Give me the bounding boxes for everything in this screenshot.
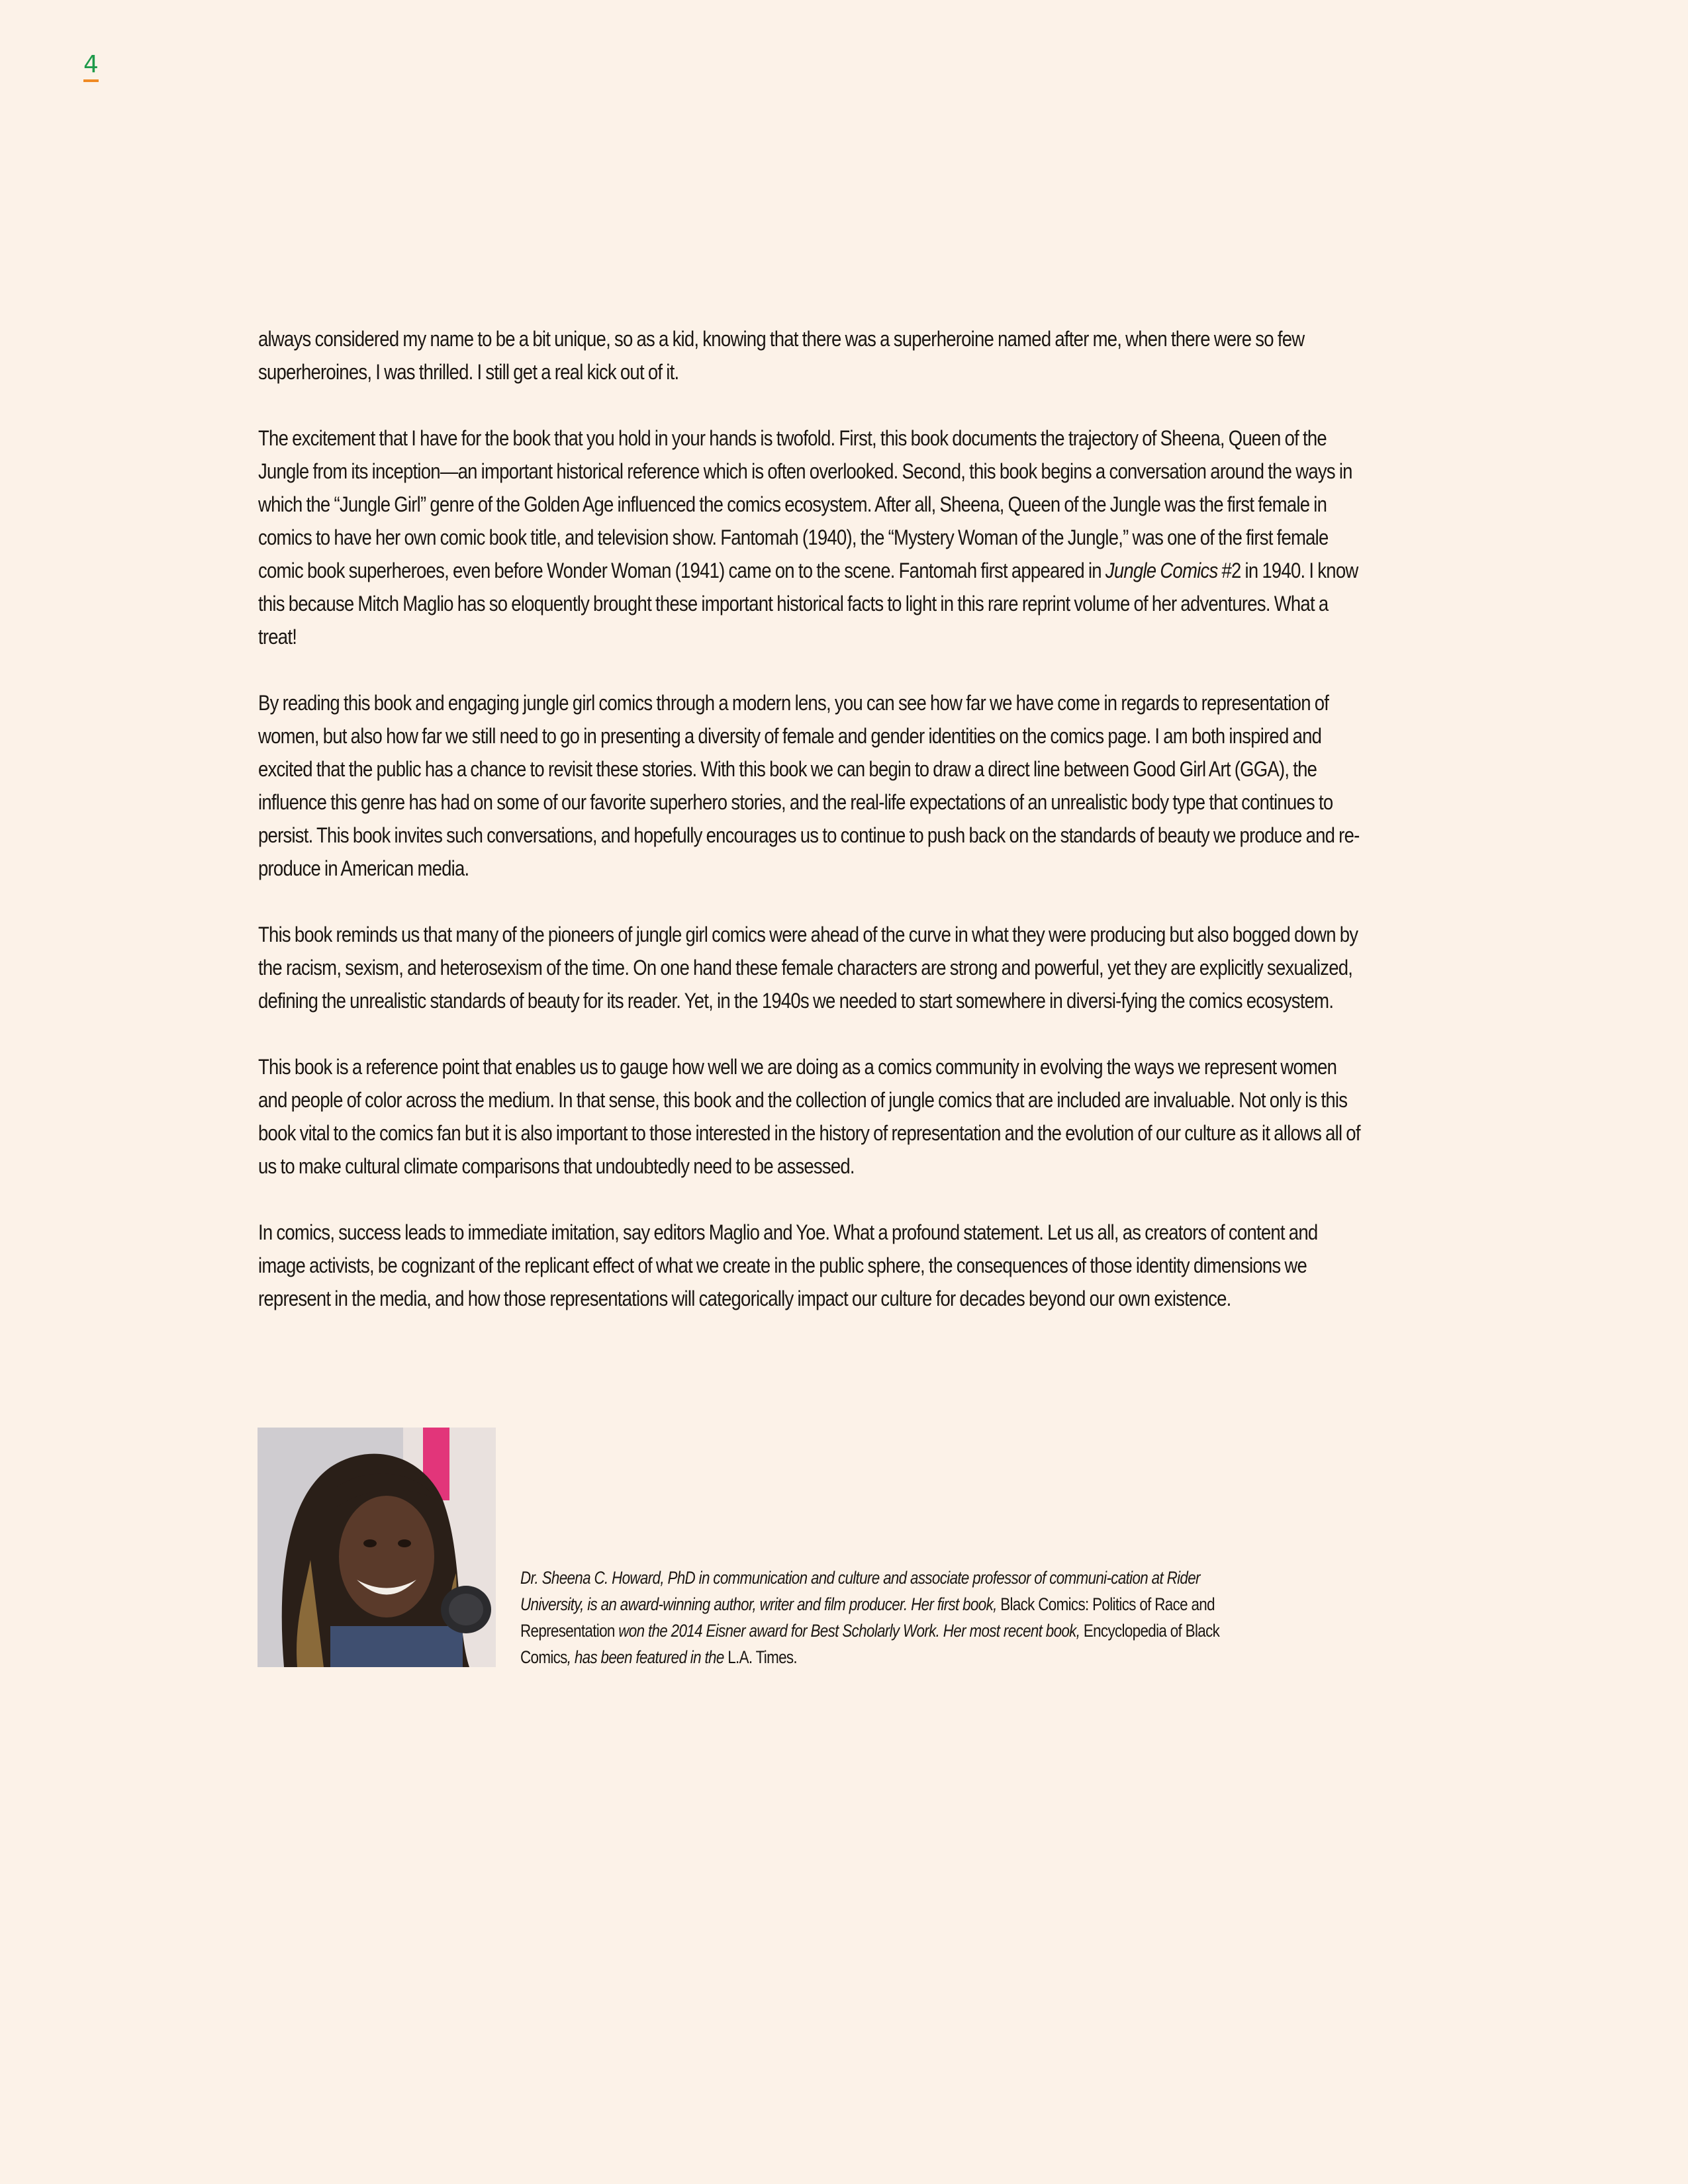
paragraph-1: always considered my name to be a bit unique, so as a kid, knowing that there was a superheroine named after me, when there were so few superheroines, I was thrilled. I still get a real kick out of it. — [258, 327, 1305, 384]
author-bio — [520, 1565, 1220, 1670]
paragraph-6: In comics, success leads to immediate imitation, say editors Maglio and Yoe. What a profound statement. Let us all, as creators of content and image activists, be cognizant of the replicant effect of what we create in the public sphere, the consequences of those identity dimensions we represent in the media, and how those representations will categorically impact our culture for decades beyond our own existence. — [258, 1220, 1318, 1310]
bio-book-title-1: Black Comics: Politics of Race and Representation — [520, 1594, 1215, 1641]
jungle-comics-title: Jungle Comics — [1105, 559, 1218, 582]
bio-newspaper-name: L.A. Times — [727, 1647, 794, 1667]
author-photo — [258, 1428, 496, 1667]
bio-text-3: , has been featured in the — [567, 1647, 728, 1667]
paragraph-5: This book is a reference point that enables us to gauge how well we are doing as a comics community in evolving the ways we represent women and people of color across the medium. In that sense, this book and the collection of jungle comics that are included are invaluable. Not only is this book vital to the comics fan but it is also important to those interested in the history of representation and the evolution of our culture as it allows all of us to make cultural climate comparisons that undoubtedly need to be assessed. — [258, 1055, 1360, 1178]
paragraph-4: This book reminds us that many of the pioneers of jungle girl comics were ahead of the curve in what they were producing but also bogged down by the racism, sexism, and heterosexism of the time. On one hand these female characters are strong and powerful, yet they are explicitly sexualized, defining the unrealistic standards of beauty for its reader. Yet, in the 1940s we needed to start somewhere in diversi-fying the comics ecosystem. — [258, 923, 1358, 1013]
page-number: 4 — [83, 52, 99, 82]
paragraph-2 — [258, 422, 1362, 653]
paragraph-2-text-a: The excitement that I have for the book that you hold in your hands is twofold. First, this book documents the trajectory of Sheena, Queen of the Jungle from its inception—an important historical reference which is often overlooked. Second, this book begins a conversation around the ways in which the “Jungle Girl” genre of the Golden Age influenced the comics ecosystem. After all, Sheena, Queen of the Jungle was the first female in comics to have her own comic book title, and television show. Fantomah (1940), the “Mystery Woman of the Jungle,” was one of the first female comic book superheroes, even before Wonder Woman (1941) came on to the scene. Fantomah first appeared in — [258, 426, 1352, 582]
paragraph-3: By reading this book and engaging jungle girl comics through a modern lens, you can see how far we have come in regards to representation of women, but also how far we still need to go in presenting a diversity of female and gender identities on the comics page. I am both inspired and excited that the public has a chance to revisit these stories. With this book we can begin to draw a direct line between Good Girl Art (GGA), the influence this genre has had on some of our favorite superhero stories, and the real-life expectations of an unrealistic body type that continues to persist. This book invites such conversations, and hopefully encourages us to continue to push back on the standards of beauty we produce and re-produce in American media. — [258, 691, 1360, 880]
bio-book-title-2: Encyclopedia of Black Comics — [520, 1621, 1220, 1667]
bio-text-2: won the 2014 Eisner award for Best Scholarly Work. Her most recent book, — [614, 1621, 1084, 1641]
paragraph-2-text-b: #2 in 1940. I know this because Mitch Maglio has so eloquently brought these important historical facts to light in this rare reprint volume of her adventures. What a treat! — [258, 559, 1358, 649]
article-body — [258, 322, 1360, 1348]
bio-text-1: Dr. Sheena C. Howard, PhD in communication and culture and associate professor of communi-cation at Rider University, is an award-winning author, writer and film producer. Her first book, — [520, 1568, 1200, 1614]
bio-period: . — [793, 1647, 797, 1667]
